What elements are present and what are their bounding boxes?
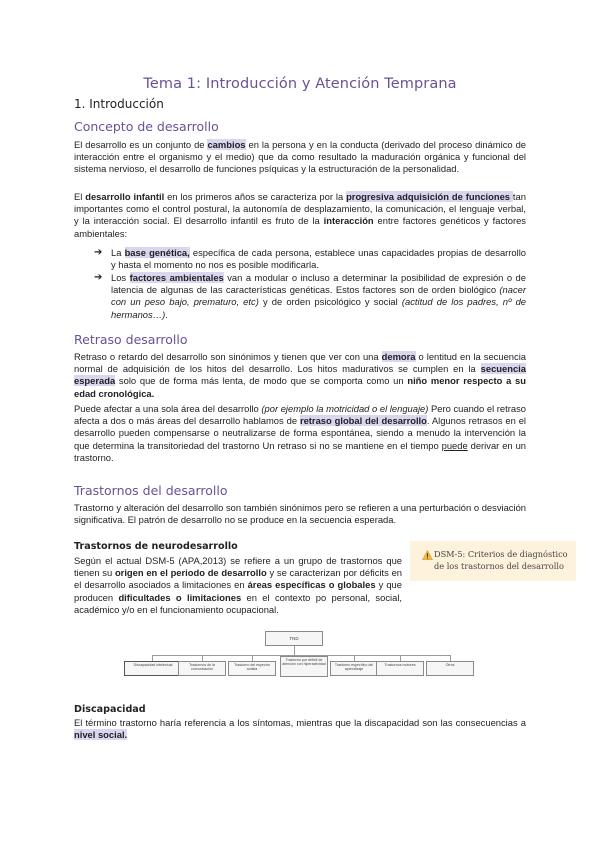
bold-areas: áreas específicas o globales [247, 579, 376, 591]
underline-puede: puede [441, 439, 468, 451]
highlight-nivel-social: nivel social. [74, 729, 128, 741]
text-run: Según el actual DSM-5 (APA,2013) se refiere a un grupo de trastornos que tienen su [74, 555, 402, 579]
highlight-progresiva-adquisicion: progresiva adquisición de funciones [346, 191, 513, 202]
text-run: solo que de forma más lenta, de modo que se comporta como un [115, 375, 408, 387]
arrow-bullet-icon: ➔ [94, 272, 103, 283]
text-run: y de orden psicológico y social [258, 296, 402, 308]
diagram-node-motores: Trastornos motores [376, 661, 424, 676]
text-run: van a modular o incluso a determinar la posibilidad de expresión o de latencia de algunas de las características genéticas. Estos factores son de orden biológico [111, 272, 526, 296]
bold-nino-menor: niño menor respecto a su edad cronológica. [74, 375, 526, 399]
tnd-diagram [118, 628, 498, 688]
diagram-connector [294, 646, 295, 655]
text-run: Puede afectar a una sola área del desarrollo [74, 403, 262, 414]
paragraph-retraso-2 [74, 403, 526, 464]
highlight-secuencia-esperada: secuencia esperada [74, 363, 526, 387]
warning-icon [422, 550, 433, 560]
text-run: Los [111, 272, 130, 283]
text-run: o lentitud en la secuencia normal de adquisición de los hitos del desarrollo. Los hitos madurativos se cumplen en la [74, 351, 526, 375]
italic-orden-biologico: (nacer con un peso bajo, prematuro, etc) [111, 284, 526, 308]
bold-interaccion: interacción [323, 215, 374, 227]
text-run: y que producen [74, 579, 402, 603]
diagram-node-comunicacion: Trastornos de la comunicación [178, 661, 226, 676]
diagram-node-autismo: Trastorno del espectro autista [228, 661, 276, 676]
highlight-base-genetica: base genética, [124, 247, 190, 258]
bold-desarrollo-infantil: desarrollo infantil [85, 191, 165, 202]
text-run: Pero cuando el retraso afecta a dos o más áreas del desarrollo hablamos de [74, 403, 526, 427]
heading-trastornos-desarrollo: Trastornos del desarrollo [74, 483, 228, 498]
heading-trastornos-neurodesarrollo: Trastornos de neurodesarrollo [74, 541, 238, 552]
text-run: tan importantes como el control postural, la autonomía de desplazamiento, la comunicación, el lenguaje verbal, y la interacción social. El desarrollo infantil es fruto de la [74, 191, 526, 227]
text-run: . [165, 308, 168, 320]
diagram-node-otros: Otros [426, 661, 474, 676]
paragraph-discapacidad [74, 717, 526, 741]
paragraph-concepto-2 [74, 191, 526, 240]
heading-discapacidad: Discapacidad [74, 704, 146, 715]
diagram-node-aprendizaje: Trastorno específico del aprendizaje [330, 661, 378, 676]
paragraph-trastornos-2 [74, 555, 402, 616]
paragraph-concepto-1 [74, 139, 526, 176]
bullet-base-genetica [94, 247, 526, 271]
page-title: Tema 1: Introducción y Atención Temprana [143, 76, 457, 92]
heading-retraso-desarrollo: Retraso desarrollo [74, 332, 188, 347]
text-run: El [74, 191, 86, 202]
callout-text[interactable]: DSM-5: Criterios de diagnóstico de los trastornos del desarrollo [434, 549, 568, 571]
text-run: en la persona y en la conducta (derivado del proceso dinámico de interacción entre el organismo y el medio) que da como resultado la maduración orgánica y funcional del sistema nervioso, el desarrollo de funciones psíquicas y la estructuración de la personalidad. [74, 139, 526, 175]
dsm5-callout[interactable] [410, 541, 576, 581]
bold-origen: origen en el periodo de desarrollo [114, 567, 267, 579]
text-run: Retraso o retardo del desarrollo son sinónimos y tienen que ver con una [74, 351, 382, 362]
text-run: específica de cada persona, establece unas capacidades propias de desarrollo y hasta el momento no nos es posible modificarla. [111, 247, 526, 271]
diagram-root-node: TND [265, 631, 323, 646]
text-run: en el contexto po personal, social, académico y/o en el funcionamiento ocupacional. [74, 591, 403, 615]
diagram-node-tdah: Trastorno por déficit de atención con hiperactividad [280, 656, 328, 677]
heading-concepto-desarrollo: Concepto de desarrollo [74, 119, 219, 134]
highlight-factores-ambientales: factores ambientales [129, 272, 224, 283]
text-run: derivar en un trastorno. [74, 439, 526, 463]
text-run: La [111, 247, 125, 258]
italic-ejemplo: (por ejemplo la motricidad o el lenguaje) [261, 403, 429, 414]
diagram-node-discapacidad: Discapacidad intelectual [124, 661, 182, 676]
highlight-cambios: cambios [207, 139, 246, 150]
text-run: El término trastorno haría referencia a los síntomas, mientras que la discapacidad son las consecuencias a [74, 717, 526, 728]
text-run: y se caracterizan por déficits en el desarrollo asociados a limitaciones en [74, 567, 402, 591]
section-heading-introduccion: 1. Introducción [74, 97, 164, 111]
highlight-demora: demora [381, 351, 416, 362]
text-run: entre factores genéticos y factores ambientales: [74, 215, 526, 239]
text-run: El desarrollo es un conjunto de [74, 139, 208, 150]
arrow-bullet-icon: ➔ [94, 247, 103, 258]
bold-dificultades: dificultades o limitaciones [118, 591, 242, 603]
paragraph-retraso-1 [74, 351, 526, 400]
bullet-factores-ambientales [94, 272, 526, 321]
italic-orden-psicosocial: (actitud de los padres, nº de hermanos…) [111, 296, 526, 320]
paragraph-trastornos-1: Trastorno y alteración del desarrollo son también sinónimos pero se refieren a una perturbación o desviación significativa. El patrón de desarrollo no se produce en la secuencia esperada. [74, 502, 526, 526]
highlight-retraso-global: retraso global del desarrollo [299, 415, 427, 427]
text-run: en los primeros años se caracteriza por la [164, 191, 347, 202]
text-run: . Algunos retrasos en el desarrollo pueden compensarse o neutralizarse de forma espontánea, siendo a menudo la intervención la que determina la transitoriedad del trastorno Un retraso si no se mantiene en el tiempo [74, 415, 527, 451]
